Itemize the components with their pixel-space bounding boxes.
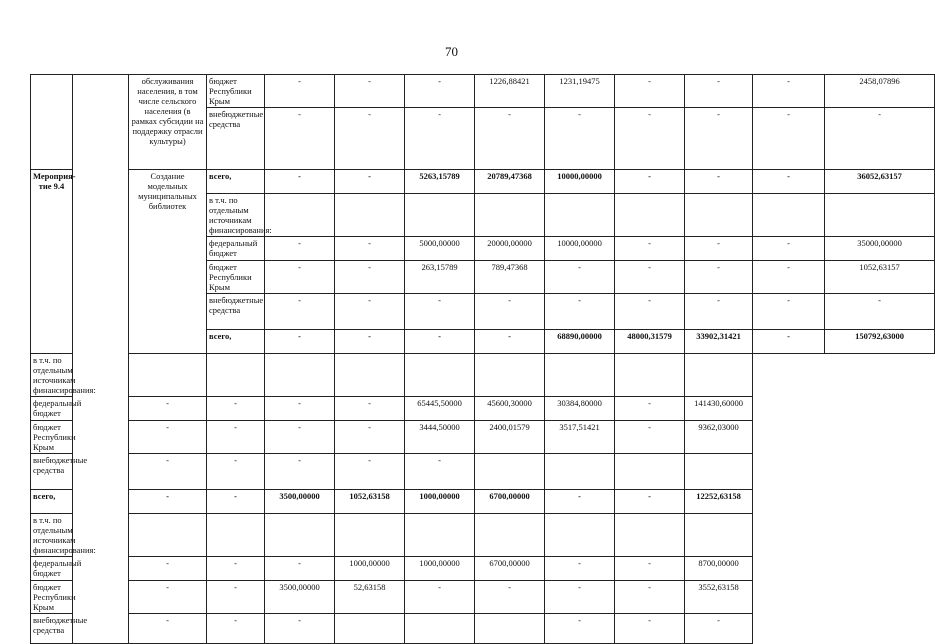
value-cell [615,454,685,490]
value-cell: - [129,421,207,454]
value-cell: 3517,51421 [545,421,615,454]
value-cell: - [545,108,615,170]
page-number: 70 [445,44,458,59]
value-cell: - [335,330,405,354]
funding-source: бюджет Республики Крым [31,421,73,454]
value-cell: - [685,108,753,170]
value-cell: 10000,00000 [545,237,615,261]
value-cell: - [615,261,685,294]
funding-source: всего, [207,170,265,194]
value-cell [405,194,475,237]
value-cell [129,514,207,557]
value-cell: - [265,108,335,170]
value-cell: - [615,170,685,194]
value-cell: - [615,294,685,330]
value-cell: - [825,108,935,170]
table-row [31,490,935,514]
funding-source: бюджет Республики Крым [207,261,265,294]
value-cell: 6700,00000 [475,557,545,581]
value-cell [265,514,335,557]
value-cell: - [265,170,335,194]
value-cell: - [753,237,825,261]
funding-source: бюджет Республики Крым [31,581,73,614]
funding-source: всего, [207,330,265,354]
table-row [31,421,935,454]
funding-source: федеральный бюджет [31,397,73,421]
value-cell: 20789,47368 [475,170,545,194]
value-cell: 150792,63000 [825,330,935,354]
value-cell [545,514,615,557]
value-cell [615,514,685,557]
value-cell: 10000,00000 [545,170,615,194]
value-cell [265,354,335,397]
value-cell: 1226,88421 [475,75,545,108]
value-cell: - [753,330,825,354]
funding-source: федеральный бюджет [31,557,73,581]
value-cell: - [335,237,405,261]
value-cell: - [753,170,825,194]
table-row [31,170,935,194]
value-cell: - [265,421,335,454]
value-cell: 789,47368 [475,261,545,294]
value-cell: 9362,03000 [685,421,753,454]
value-cell: - [753,75,825,108]
value-cell: - [265,294,335,330]
value-cell: - [545,490,615,514]
value-cell: - [265,330,335,354]
funding-source: всего, [31,490,73,514]
value-cell [405,354,475,397]
table-row [31,514,935,557]
value-cell: 52,63158 [335,581,405,614]
value-cell: - [405,108,475,170]
value-cell: - [615,397,685,421]
value-cell: - [615,108,685,170]
value-cell: 3444,50000 [405,421,475,454]
value-cell [475,614,545,644]
funding-source: бюджет Республики Крым [207,75,265,108]
value-cell: - [405,581,475,614]
value-cell [207,354,265,397]
value-cell: - [207,421,265,454]
activity-code: Мероприя-тие 9.4 [31,170,73,354]
value-cell: - [685,237,753,261]
value-cell: - [335,294,405,330]
value-cell: 48000,31579 [615,330,685,354]
value-cell: - [475,108,545,170]
value-cell: - [335,397,405,421]
budget-table [30,74,935,644]
value-cell: 141430,60000 [685,397,753,421]
value-cell: - [615,581,685,614]
value-cell: - [129,490,207,514]
activity-name: Создание модельных муниципальных библиотек [129,170,207,354]
value-cell [265,194,335,237]
funding-source: внебюджетные средства [207,108,265,170]
value-cell: - [825,294,935,330]
value-cell: 20000,00000 [475,237,545,261]
value-cell: - [405,330,475,354]
value-cell [685,354,753,397]
funding-source: в т.ч. по отдельным источникам финансирования: [31,514,73,557]
value-cell [475,514,545,557]
table-row [31,557,935,581]
value-cell: - [545,581,615,614]
value-cell: - [207,454,265,490]
value-cell: 1231,19475 [545,75,615,108]
value-cell [685,454,753,490]
value-cell [475,354,545,397]
value-cell: 45600,30000 [475,397,545,421]
value-cell: 1000,00000 [335,557,405,581]
value-cell: - [753,261,825,294]
value-cell: 3552,63158 [685,581,753,614]
value-cell: - [615,421,685,454]
value-cell [685,514,753,557]
value-cell: - [129,454,207,490]
value-cell: 33902,31421 [685,330,753,354]
value-cell [335,514,405,557]
value-cell: - [753,108,825,170]
value-cell [545,354,615,397]
activity-code [31,75,73,170]
value-cell: 2458,07896 [825,75,935,108]
value-cell: - [615,557,685,581]
value-cell: - [475,581,545,614]
value-cell: - [545,294,615,330]
value-cell: - [405,294,475,330]
value-cell: 5000,00000 [405,237,475,261]
funding-source: внебюджетные средства [31,614,73,644]
value-cell [615,354,685,397]
value-cell: 263,15789 [405,261,475,294]
value-cell [129,354,207,397]
value-cell: - [207,397,265,421]
value-cell: 5263,15789 [405,170,475,194]
value-cell: 1000,00000 [405,557,475,581]
value-cell: - [207,614,265,644]
value-cell: - [335,170,405,194]
value-cell: - [265,557,335,581]
value-cell [405,614,475,644]
value-cell: - [207,557,265,581]
value-cell: - [335,454,405,490]
value-cell: 1000,00000 [405,490,475,514]
table-row [31,397,935,421]
funding-source: в т.ч. по отдельным источникам финансирования: [31,354,73,397]
value-cell [475,194,545,237]
value-cell: - [685,614,753,644]
value-cell: - [335,421,405,454]
value-cell: - [335,261,405,294]
value-cell: 1052,63157 [825,261,935,294]
value-cell [825,194,935,237]
value-cell: - [265,454,335,490]
value-cell: - [545,614,615,644]
value-cell: - [753,294,825,330]
value-cell: - [335,75,405,108]
value-cell: 3500,00000 [265,581,335,614]
value-cell: - [129,581,207,614]
value-cell: 3500,00000 [265,490,335,514]
value-cell: 68890,00000 [545,330,615,354]
value-cell: - [265,261,335,294]
value-cell: - [475,330,545,354]
value-cell [335,194,405,237]
value-cell: 12252,63158 [685,490,753,514]
value-cell: 6700,00000 [475,490,545,514]
value-cell: - [265,397,335,421]
value-cell: - [615,75,685,108]
value-cell: 30384,80000 [545,397,615,421]
value-cell: - [335,108,405,170]
value-cell: - [129,397,207,421]
value-cell [545,194,615,237]
value-cell [753,194,825,237]
value-cell [475,454,545,490]
value-cell: - [265,75,335,108]
value-cell: - [615,490,685,514]
value-cell: - [129,614,207,644]
table-row [31,581,935,614]
value-cell: - [129,557,207,581]
funding-source: федеральный бюджет [207,237,265,261]
value-cell: - [475,294,545,330]
value-cell: 36052,63157 [825,170,935,194]
value-cell: 8700,00000 [685,557,753,581]
value-cell: 2400,01579 [475,421,545,454]
value-cell: - [545,557,615,581]
value-cell: - [685,261,753,294]
table-row [31,75,935,108]
table-row [31,614,935,644]
value-cell: - [685,294,753,330]
value-cell: - [207,490,265,514]
activity-name: обслуживания населения, в том числе сельского населения (в рамках субсидии на поддержку отрасли культуры) [129,75,207,170]
value-cell: - [615,614,685,644]
value-cell [335,614,405,644]
table-row [31,454,935,490]
value-cell: - [265,614,335,644]
value-cell [545,454,615,490]
funding-source: внебюджетные средства [31,454,73,490]
value-cell [685,194,753,237]
value-cell: - [545,261,615,294]
value-cell: 65445,50000 [405,397,475,421]
value-cell: - [685,75,753,108]
value-cell: - [207,581,265,614]
value-cell [335,354,405,397]
value-cell [615,194,685,237]
value-cell: - [685,170,753,194]
value-cell: - [615,237,685,261]
table-row [31,354,935,397]
value-cell: - [405,454,475,490]
value-cell [207,514,265,557]
value-cell: 1052,63158 [335,490,405,514]
value-cell: 35000,00000 [825,237,935,261]
funding-source: в т.ч. по отдельным источникам финансирования: [207,194,265,237]
value-cell: - [405,75,475,108]
value-cell [405,514,475,557]
funding-source: внебюджетные средства [207,294,265,330]
value-cell: - [265,237,335,261]
